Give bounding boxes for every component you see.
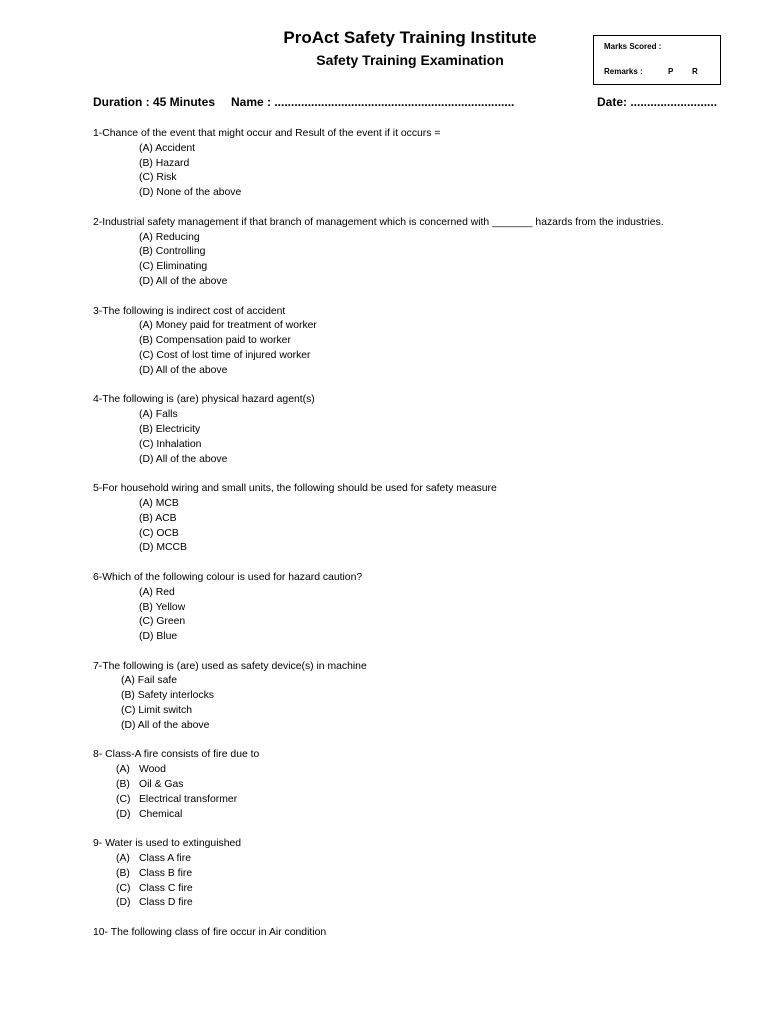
question-text: 7-The following is (are) used as safety device(s) in machine <box>93 660 367 672</box>
question-text: 1-Chance of the event that might occur and Result of the event if it occurs = <box>93 128 441 139</box>
option-b: (B) Electricity <box>139 423 201 435</box>
question-text: 8- Class-A fire consists of fire due to <box>93 749 260 761</box>
remarks-label: Remarks : <box>604 67 643 76</box>
option-b: (B) ACB <box>139 512 177 524</box>
option-d: (D) Class D fire <box>116 897 193 909</box>
option-c: (C) Risk <box>139 172 177 184</box>
duration-label: Duration : 45 Minutes <box>93 95 216 109</box>
option-b: (B) Class B fire <box>116 867 193 879</box>
question-text: 4-The following is (are) physical hazard agent(s) <box>93 394 315 406</box>
option-b: (B) Compensation paid to worker <box>139 335 291 347</box>
question-text: 3-The following is indirect cost of accident <box>93 305 286 317</box>
remark-p: P <box>668 67 674 76</box>
option-c: (C) Cost of lost time of injured worker <box>139 349 311 361</box>
option-a: (A) Accident <box>139 142 196 154</box>
question-3 <box>93 305 693 379</box>
option-b: (B) Hazard <box>139 157 190 169</box>
question-6 <box>93 571 693 645</box>
question-10 <box>93 926 693 941</box>
option-c: (C) Class C fire <box>116 882 193 894</box>
page-subtitle: Safety Training Examination <box>316 52 504 68</box>
option-d: (D) MCCB <box>139 542 187 554</box>
option-b: (B) Oil & Gas <box>116 779 184 791</box>
option-a: (A) Reducing <box>139 231 200 243</box>
marks-box <box>593 35 721 85</box>
option-d: (D) Blue <box>139 631 178 643</box>
option-d: (D) All of the above <box>121 719 210 731</box>
question-7 <box>93 660 693 734</box>
question-5 <box>93 482 693 556</box>
option-d: (D) All of the above <box>139 453 228 465</box>
question-1 <box>93 127 693 201</box>
question-2 <box>93 216 693 290</box>
question-text: 9- Water is used to extinguished <box>93 838 242 850</box>
question-text: 5-For household wiring and small units, the following should be used for safety measure <box>93 483 497 495</box>
option-c: (C) Inhalation <box>139 438 202 450</box>
question-9 <box>93 837 693 911</box>
question-text: 10- The following class of fire occur in Air condition <box>93 927 327 939</box>
question-text: 2-Industrial safety management if that branch of management which is concerned with _______ hazards from the industries. <box>93 216 664 228</box>
name-field: Name : ........................................................................ <box>231 95 515 109</box>
option-a: (A) Class A fire <box>116 853 191 865</box>
question-8 <box>93 748 693 822</box>
option-c: (C) Electrical transformer <box>116 793 238 805</box>
option-d: (D) None of the above <box>139 187 242 199</box>
option-b: (B) Yellow <box>139 601 186 613</box>
question-list <box>93 127 693 941</box>
option-d: (D) Chemical <box>116 808 183 820</box>
option-b: (B) Controlling <box>139 246 206 258</box>
date-field: Date: .......................... <box>597 95 718 109</box>
option-c: (C) Green <box>139 616 186 628</box>
option-a: (A) Money paid for treatment of worker <box>139 320 317 332</box>
option-c: (C) OCB <box>139 527 179 539</box>
option-b: (B) Safety interlocks <box>121 690 214 702</box>
option-a: (A) Wood <box>116 764 166 776</box>
question-text: 6-Which of the following colour is used for hazard caution? <box>93 571 363 583</box>
page-title: ProAct Safety Training Institute <box>283 28 537 47</box>
question-4 <box>93 393 693 467</box>
option-c: (C) Limit switch <box>121 705 193 717</box>
option-a: (A) MCB <box>139 497 179 509</box>
option-a: (A) Falls <box>139 409 178 421</box>
option-a: (A) Red <box>139 586 175 598</box>
marks-scored-label: Marks Scored : <box>604 42 662 51</box>
option-d: (D) All of the above <box>139 275 228 287</box>
option-a: (A) Fail safe <box>121 675 178 687</box>
option-d: (D) All of the above <box>139 364 228 376</box>
option-c: (C) Eliminating <box>139 261 208 273</box>
remark-r: R <box>692 67 698 76</box>
